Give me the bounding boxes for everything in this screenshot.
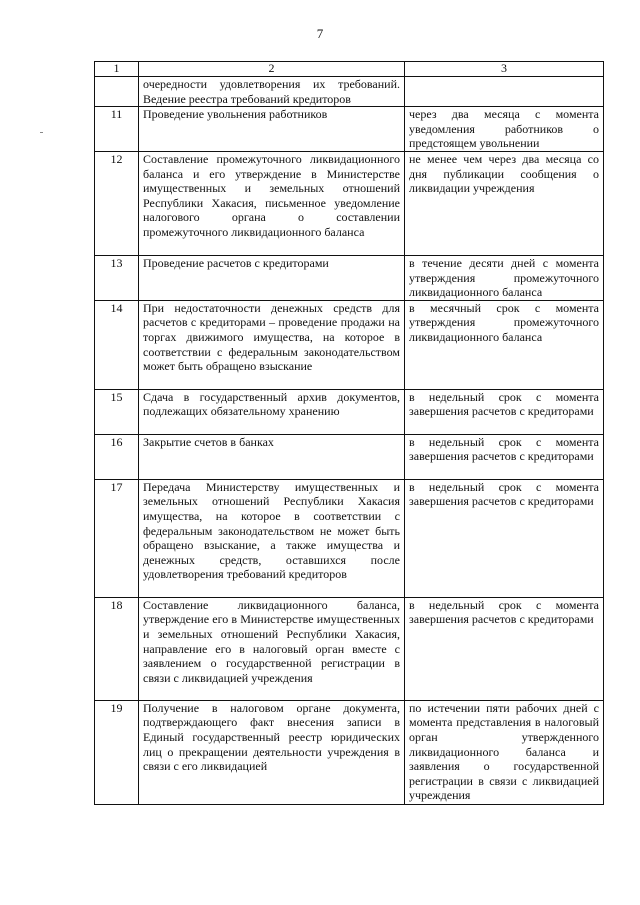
row-description: Передача Министерству имущественных и земельных отношений Республики Хакасия имущества, на которое в соответствии с федеральным законодательством не может быть обращено взыскание, а также имущества и денежных средств, оставшихся после удовлетворения требований кредиторов: [139, 479, 405, 597]
table-row: [95, 389, 604, 434]
row-term: в недельный срок с момента завершения расчетов с кредиторами: [405, 597, 604, 700]
row-description: Составление промежуточного ликвидационного баланса и его утверждение в Министерстве имущественных и земельных отношений Республики Хакасия, письменное уведомление налогового органа о составлении промежуточного ликвидационного баланса: [139, 151, 405, 255]
table-row: [95, 434, 604, 479]
row-number: 11: [95, 107, 139, 152]
row-term: по истечении пяти рабочих дней с момента представления в налоговый орган утвержденного ликвидационного баланса и заявления о государственной регистрации в связи с ликвидацией учреждения: [405, 700, 604, 804]
table-row: [95, 479, 604, 597]
row-term: через два месяца с момента уведомления работников о предстоящем увольнении: [405, 107, 604, 152]
row-term: не менее чем через два месяца со дня публикации сообщения о ликвидации учреждения: [405, 151, 604, 255]
row-number: 12: [95, 151, 139, 255]
liquidation-plan-table: [94, 61, 604, 805]
row-description: Проведение увольнения работников: [139, 107, 405, 152]
table-row: [95, 151, 604, 255]
row-number: 15: [95, 389, 139, 434]
table-row: [95, 107, 604, 152]
table-header-row: [95, 62, 604, 77]
row-number: 13: [95, 255, 139, 300]
row-term: в недельный срок с момента завершения расчетов с кредиторами: [405, 434, 604, 479]
row-number: 17: [95, 479, 139, 597]
page-number: 7: [316, 26, 324, 41]
row-number: 18: [95, 597, 139, 700]
column-header-2: 2: [139, 62, 405, 77]
column-header-3: 3: [405, 62, 604, 77]
row-term: в недельный срок с момента завершения расчетов с кредиторами: [405, 479, 604, 597]
column-header-1: 1: [95, 62, 139, 77]
table-row: [95, 255, 604, 300]
row-term: в недельный срок с момента завершения расчетов с кредиторами: [405, 389, 604, 434]
row-description: Составление ликвидационного баланса, утверждение его в Министерстве имущественных и земельных отношений Республики Хакасия, направление его в налоговый орган вместе с заявлением о государственной регистрации в связи с ликвидацией учреждения: [139, 597, 405, 700]
row-description: Проведение расчетов с кредиторами: [139, 255, 405, 300]
row-term: [405, 77, 604, 107]
row-number: 19: [95, 700, 139, 804]
row-description: Закрытие счетов в банках: [139, 434, 405, 479]
table-row: [95, 700, 604, 804]
row-term: в месячный срок с момента утверждения промежуточного ликвидационного баланса: [405, 300, 604, 389]
row-description: Сдача в государственный архив документов, подлежащих обязательному хранению: [139, 389, 405, 434]
row-description: очередности удовлетворения их требований. Ведение реестра требований кредиторов: [139, 77, 405, 107]
row-description: Получение в налоговом органе документа, подтверждающего факт внесения записи в Единый государственный реестр юридических лиц о прекращении деятельности учреждения в связи с его ликвидацией: [139, 700, 405, 804]
row-description: При недостаточности денежных средств для расчетов с кредиторами – проведение продажи на торгах движимого имущества, на которое в соответствии с федеральным законодательством может быть обращено взыскание: [139, 300, 405, 389]
table-row: [95, 77, 604, 107]
row-term: в течение десяти дней с момента утверждения промежуточного ликвидационного баланса: [405, 255, 604, 300]
row-number: 14: [95, 300, 139, 389]
row-number: 16: [95, 434, 139, 479]
table-row: [95, 300, 604, 389]
scan-speck: [40, 132, 43, 133]
row-number: [95, 77, 139, 107]
table-row: [95, 597, 604, 700]
